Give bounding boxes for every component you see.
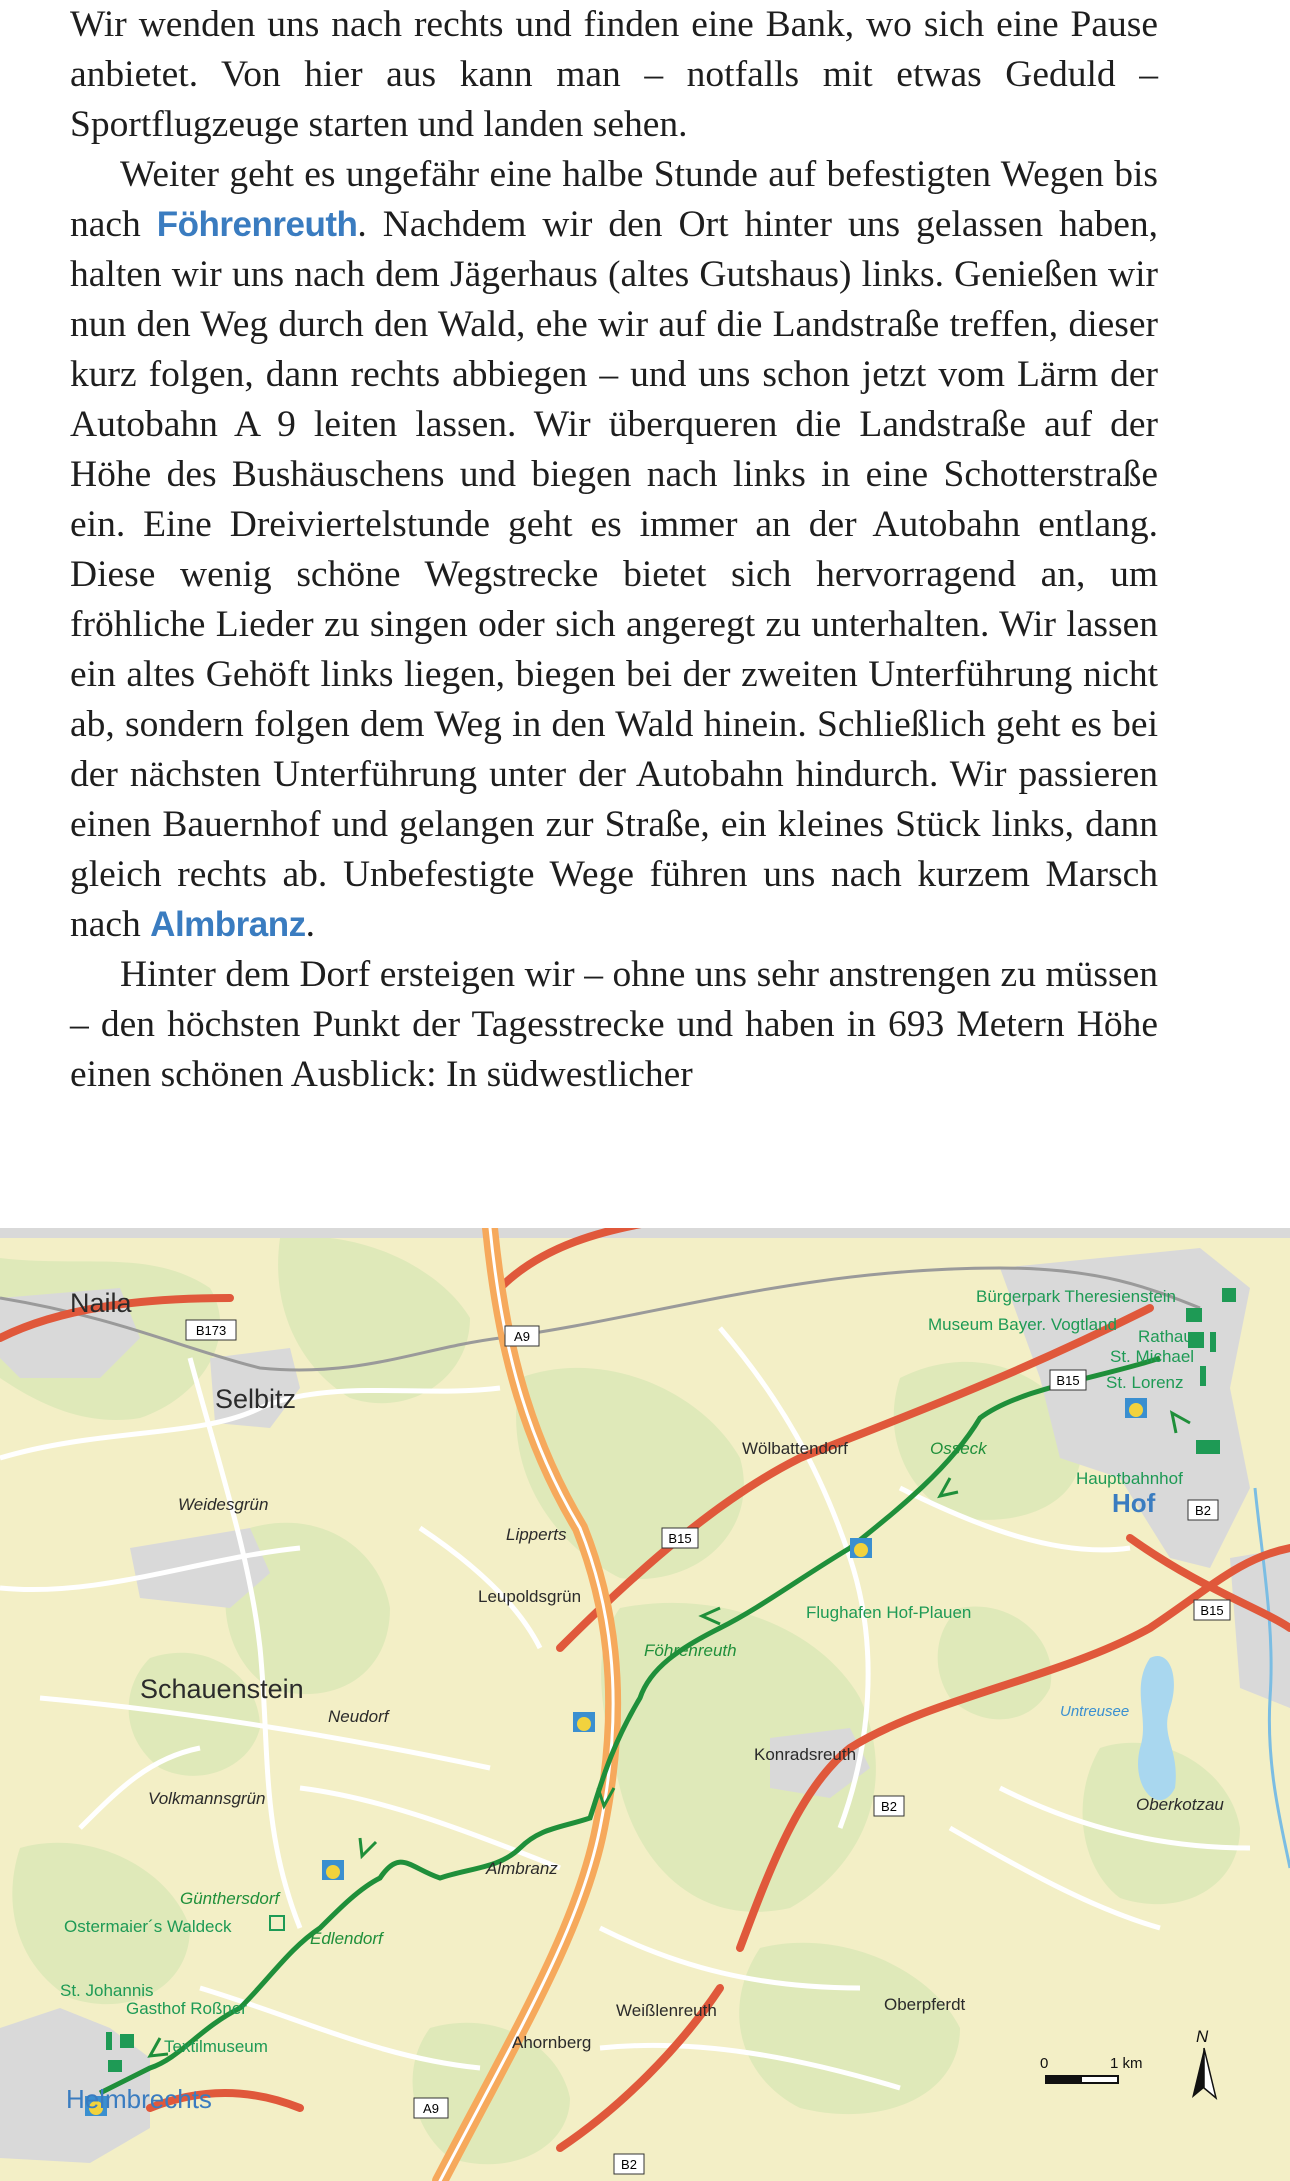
svg-text:B15: B15	[1200, 1603, 1224, 1618]
road-badge-b173	[186, 1320, 236, 1340]
svg-text:A9: A9	[423, 2101, 439, 2116]
label-rathaus: Rathaus	[1138, 1327, 1202, 1346]
label-konradsreuth: Konradsreuth	[754, 1745, 857, 1764]
svg-text:B2: B2	[881, 1799, 897, 1814]
svg-text:B15: B15	[668, 1531, 692, 1546]
scale-km: 1 km	[1110, 2055, 1143, 2072]
road-badge-a9-top	[505, 1326, 539, 1346]
restaurant-icon	[120, 2034, 134, 2048]
label-helmbrechts: Helmbrechts	[66, 2084, 212, 2114]
label-edlendorf: Edlendorf	[310, 1929, 383, 1948]
road-badge-b2-bottom	[614, 2154, 644, 2174]
route-map	[0, 1228, 1290, 2181]
label-osseck: Osseck	[930, 1439, 987, 1458]
shell-icon	[1125, 1398, 1147, 1418]
label-hauptbahnhof: Hauptbahnhof	[1076, 1469, 1183, 1488]
shell-icon	[573, 1712, 595, 1732]
museum-icon	[108, 2060, 122, 2072]
label-foehrenreuth: Föhrenreuth	[644, 1641, 737, 1660]
north-arrow	[1192, 2027, 1216, 2098]
park-icon	[1222, 1288, 1236, 1302]
arrow-icon	[360, 1838, 376, 1856]
road-badge-b15-right	[1194, 1600, 1230, 1620]
church-icon	[1210, 1332, 1216, 1352]
label-st-lorenz: St. Lorenz	[1106, 1373, 1184, 1392]
road-badge-b15-hof	[1050, 1370, 1086, 1390]
museum-icon	[1186, 1308, 1202, 1322]
label-neudorf: Neudorf	[328, 1707, 389, 1726]
label-textilmuseum: Textilmuseum	[164, 2037, 268, 2056]
north-label: N	[1196, 2027, 1209, 2046]
scale-bar	[1040, 2055, 1143, 2083]
north-arrow-icon	[1192, 2048, 1204, 2098]
train-icon	[1196, 1440, 1220, 1454]
shell-icon	[850, 1538, 872, 1558]
road-badge-b15-mid	[662, 1528, 698, 1548]
road-badge-a9-bottom	[414, 2098, 448, 2118]
label-st-johannis: St. Johannis	[60, 1981, 154, 2000]
map-canvas	[0, 1228, 1290, 2181]
label-gasthof: Gasthof Roßner	[126, 1999, 247, 2018]
label-volkmannsgruen: Volkmannsgrün	[148, 1789, 266, 1808]
body-text	[70, 0, 1158, 1100]
church-icon	[106, 2032, 112, 2050]
place-foehrenreuth: Föhrenreuth	[156, 205, 358, 244]
label-oberkotzau: Oberkotzau	[1136, 1795, 1224, 1814]
label-guenthersdorf: Günthersdorf	[180, 1889, 280, 1908]
label-ahornberg: Ahornberg	[512, 2033, 592, 2052]
church-icon	[1200, 1366, 1206, 1386]
svg-text:B2: B2	[1195, 1503, 1211, 1518]
label-selbitz: Selbitz	[215, 1384, 297, 1414]
label-weidesgruen: Weidesgrün	[178, 1495, 269, 1514]
p2-text-b: . Nachdem wir den Ort hinter uns gelassen haben, halten wir uns nach dem Jägerhaus (altes Gutshaus) links. Genießen wir nun den Weg durch den Wald, ehe wir auf die Landstraße treffen, dieser kurz folgen, dann rechts abbiegen – und uns schon jetzt vom Lärm der Autobahn A 9 leiten lassen. Wir überqueren die Landstraße auf der Höhe des Bushäuschens und biegen nach links in eine Schotterstraße ein. Eine Dreiviertelstunde geht es immer an der Autobahn entlang. Diese wenig schöne Wegstrecke bietet sich hervorragend an, um fröhliche Lieder zu singen oder sich angeregt zu unterhalten. Wir lassen ein altes Gehöft links liegen, biegen bei der zweiten Unterführung nicht ab, sondern folgen dem Weg in den Wald hinein. Schließlich geht es bei der nächsten Unterführung unter der Autobahn hindurch. Wir passieren einen Bauernhof und gelangen zur Straße, ein kleines Stück links, dann gleich rechts ab. Unbefestigte Wege führen uns nach kurzem Marsch nach	[70, 204, 1158, 945]
label-weisslenreuth: Weißlenreuth	[616, 2001, 717, 2020]
label-flughafen: Flughafen Hof-Plauen	[806, 1603, 972, 1622]
label-oberpferdt: Oberpferdt	[884, 1995, 966, 2014]
svg-text:B15: B15	[1056, 1373, 1080, 1388]
svg-text:A9: A9	[514, 1329, 530, 1344]
place-almbranz: Almbranz	[150, 905, 306, 944]
paragraph-3: Hinter dem Dorf ersteigen wir – ohne uns sehr anstrengen zu müssen – den höchsten Punkt der Tagesstrecke und haben in 693 Metern Höhe einen schönen Ausblick: In südwestlicher	[70, 954, 1158, 1095]
scale-zero: 0	[1040, 2055, 1049, 2072]
label-ostermaier: Ostermaier´s Waldeck	[64, 1917, 232, 1936]
label-leupoldsgruen: Leupoldsgrün	[478, 1587, 582, 1606]
label-almbranz: Almbranz	[486, 1859, 558, 1878]
label-hof: Hof	[1112, 1488, 1156, 1518]
road-badge-b2-mid	[874, 1796, 904, 1816]
svg-text:B2: B2	[621, 2157, 637, 2172]
svg-text:B173: B173	[195, 1323, 227, 1338]
label-woelbattendorf: Wölbattendorf	[742, 1439, 848, 1458]
p2-text-c: .	[305, 904, 316, 945]
label-untreusee: Untreusee	[1060, 1703, 1130, 1720]
label-naila: Naila	[70, 1288, 132, 1318]
restaurant-icon	[270, 1916, 284, 1930]
paragraph-1: Wir wenden uns nach rechts und finden eine Bank, wo sich eine Pause anbietet. Von hier aus kann man – notfalls mit etwas Geduld – Sportflugzeuge starten und landen sehen.	[70, 4, 1158, 145]
label-buergerpark: Bürgerpark Theresienstein	[976, 1287, 1177, 1306]
road-badge-b2-hof	[1188, 1500, 1218, 1520]
label-lipperts: Lipperts	[506, 1525, 567, 1544]
label-st-michael: St. Michael	[1110, 1347, 1195, 1366]
label-schauenstein: Schauenstein	[140, 1674, 304, 1704]
p2-text-a: Weiter geht es ungefähr eine halbe Stunde auf befestigten Wegen bis nach	[70, 154, 1158, 245]
paragraph-2	[70, 150, 1158, 950]
lake-untreusee	[1138, 1656, 1176, 1800]
label-museum: Museum Bayer. Vogtland	[928, 1315, 1118, 1334]
shell-icon	[322, 1860, 344, 1880]
